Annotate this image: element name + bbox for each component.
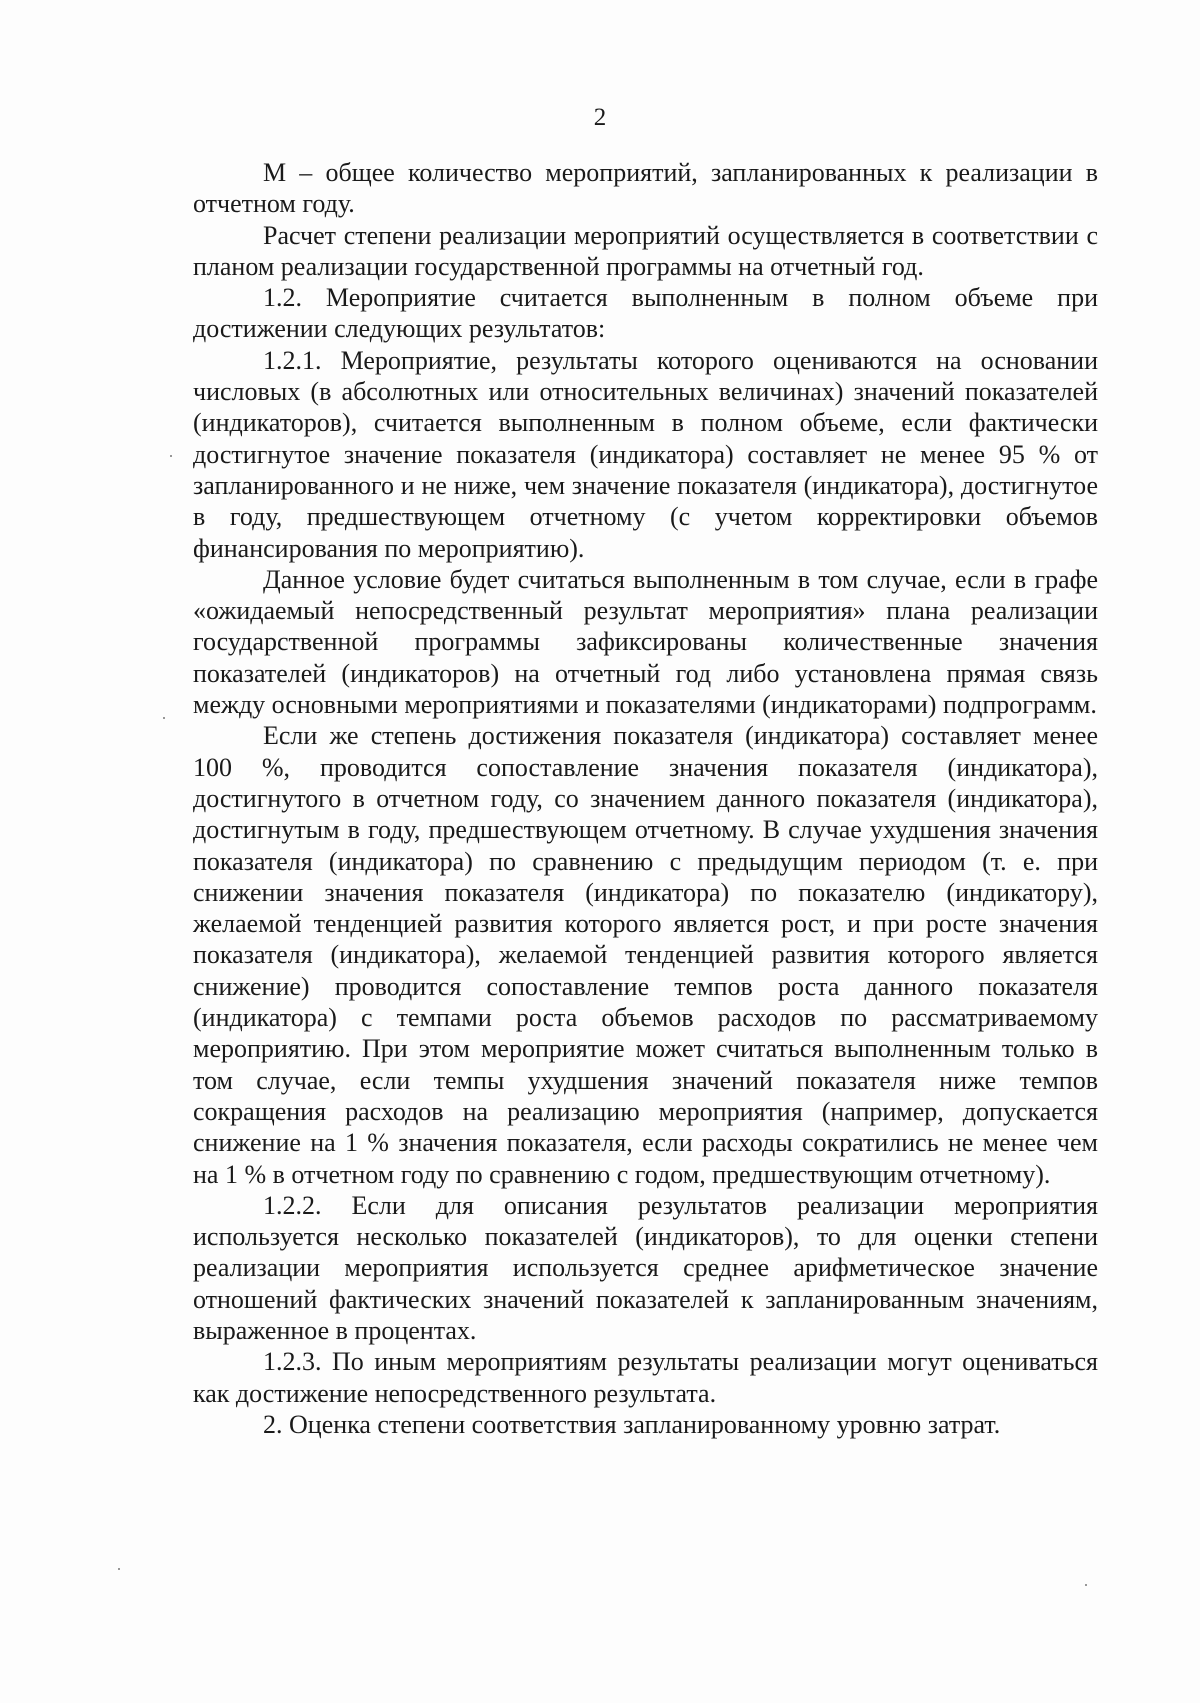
document-body [193,157,1098,1440]
scan-speck [163,717,165,719]
page-number: 2 [593,104,607,131]
paragraph-less-than-100: Если же степень достижения показателя (индикатора) составляет менее 100 %, проводится сопоставление значения показателя (индикатора), достигнутого в отчетном году, со значением данного показателя (индикатора), достигнутым в году, предшествующем отчетному. В случае ухудшения значения показателя (индикатора) по сравнению с предыдущим периодом (т. е. при снижении значения показателя (индикатора) по показателю (индикатору), желаемой тенденцией развития которого является рост, и при росте значения показателя (индикатора), желаемой тенденцией развития которого является снижение) проводится сопоставление темпов роста данного показателя (индикатора) с темпами роста объемов расходов по рассматриваемому мероприятию. При этом мероприятие может считаться выполненным только в том случае, если темпы ухудшения значений показателя ниже темпов сокращения расходов на реализацию мероприятия (например, допускается снижение на 1 % значения показателя, если расходы сократились не менее чем на 1 % в отчетном году по сравнению с годом, предшествующим отчетному). [193,721,1098,1189]
paragraph-calculation: Расчет степени реализации мероприятий осуществляется в соответствии с планом реализации государственной программы на отчетный год. [193,220,1098,281]
scan-speck [1085,1584,1087,1586]
paragraph-1-2: 1.2. Мероприятие считается выполненным в полном объеме при достижении следующих результатов: [193,283,1098,344]
paragraph-1-2-3: 1.2.3. По иным мероприятиям результаты реализации могут оцениваться как достижение непосредственного результата. [193,1347,1098,1408]
paragraph-m-definition: М – общее количество мероприятий, запланированных к реализации в отчетном году. [193,158,1098,219]
paragraph-2: 2. Оценка степени соответствия запланированному уровню затрат. [263,1409,1001,1439]
scan-speck [118,1568,120,1570]
paragraph-1-2-1: 1.2.1. Мероприятие, результаты которого оцениваются на основании числовых (в абсолютных или относительных величинах) значений показателей (индикаторов), считается выполненным в полном объеме, если фактически достигнутое значение показателя (индикатора) составляет не менее 95 % от запланированного и не ниже, чем значение показателя (индикатора), достигнутое в году, предшествующем отчетному (с учетом корректировки объемов финансирования по мероприятию). [193,345,1098,563]
paragraph-condition: Данное условие будет считаться выполненным в том случае, если в графе «ожидаемый непосредственный результат мероприятия» плана реализации государственной программы зафиксированы количественные значения показателей (индикаторов) на отчетный год либо установлена прямая связь между основными мероприятиями и показателями (индикаторами) подпрограмм. [193,564,1098,720]
paragraph-1-2-2: 1.2.2. Если для описания результатов реализации мероприятия используется несколько показателей (индикаторов), то для оценки степени реализации мероприятия используется среднее арифметическое значение отношений фактических значений показателей к запланированным значениям, выраженное в процентах. [193,1190,1098,1345]
scan-speck [170,455,172,457]
